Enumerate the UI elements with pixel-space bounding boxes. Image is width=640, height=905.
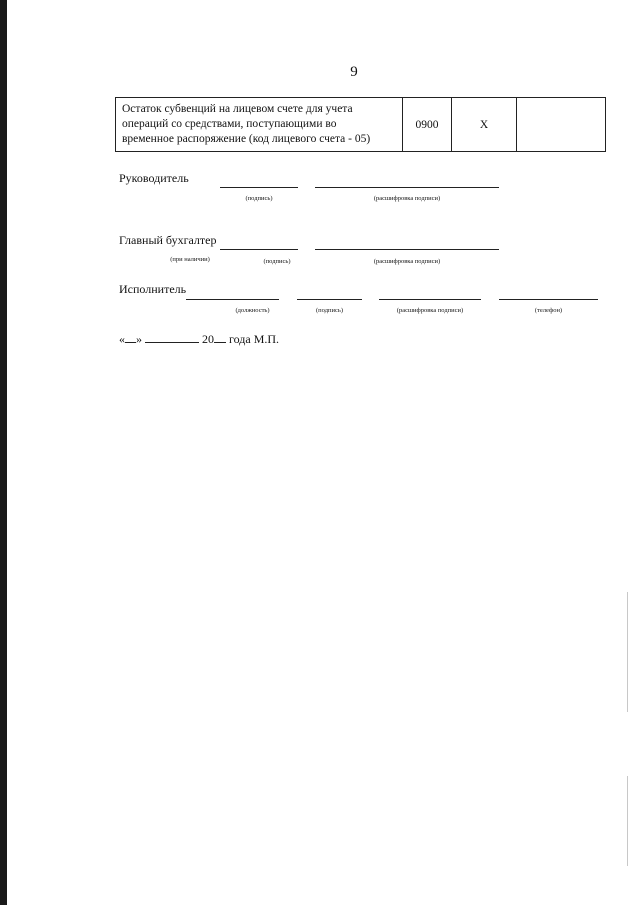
executor-phone-line [499,299,598,300]
executor-role-label: Исполнитель [119,282,187,296]
row-description-line: операций со средствами, поступающими во [122,118,337,130]
row-code-cell: 0900 [403,98,452,152]
row-description-cell [116,98,403,152]
table-row [116,98,606,152]
chief-accountant-decoding-line [315,249,499,250]
executor-phone-caption: (телефон) [534,307,563,314]
executor-decoding-caption: (расшифровка подписи) [396,307,464,314]
chief-accountant-decoding-caption: (расшифровка подписи) [373,258,441,265]
executor-position-line [186,299,279,300]
head-decoding-caption: (расшифровка подписи) [373,195,441,202]
executor-position-caption: (должность) [235,307,270,314]
date-close-quote: » [136,332,142,346]
day-blank [125,331,136,343]
chief-accountant-if-any-caption: (при наличии) [170,256,210,263]
scan-artifact-line [627,592,628,712]
date-open-quote: « [119,332,125,346]
row-mark-cell: X [452,98,517,152]
executor-signature-line [297,299,362,300]
executor-signature-caption: (подпись) [316,307,343,314]
head-signature-line [220,187,298,188]
head-decoding-line [315,187,499,188]
scan-artifact-line [627,776,628,866]
chief-accountant-signature-line [220,249,298,250]
row-value-cell [517,98,606,152]
date-suffix: года М.П. [229,332,280,346]
year-prefix: 20 [202,332,214,346]
head-signature-caption: (подпись) [245,195,273,202]
row-description-line: временное распоряжение (код лицевого счета - 05) [122,133,371,145]
chief-accountant-signature-caption: (подпись) [263,258,291,265]
head-role-label: Руководитель [119,171,189,185]
page-number: 9 [350,64,358,80]
executor-decoding-line [379,299,481,300]
row-description-line: Остаток субвенций на лицевом счете для учета [122,103,353,115]
chief-accountant-role-label: Главный бухгалтер [119,233,217,247]
scan-left-edge [0,0,7,905]
month-blank [145,331,199,343]
date-line [119,331,279,347]
year-blank [214,331,226,343]
report-table [115,97,606,152]
